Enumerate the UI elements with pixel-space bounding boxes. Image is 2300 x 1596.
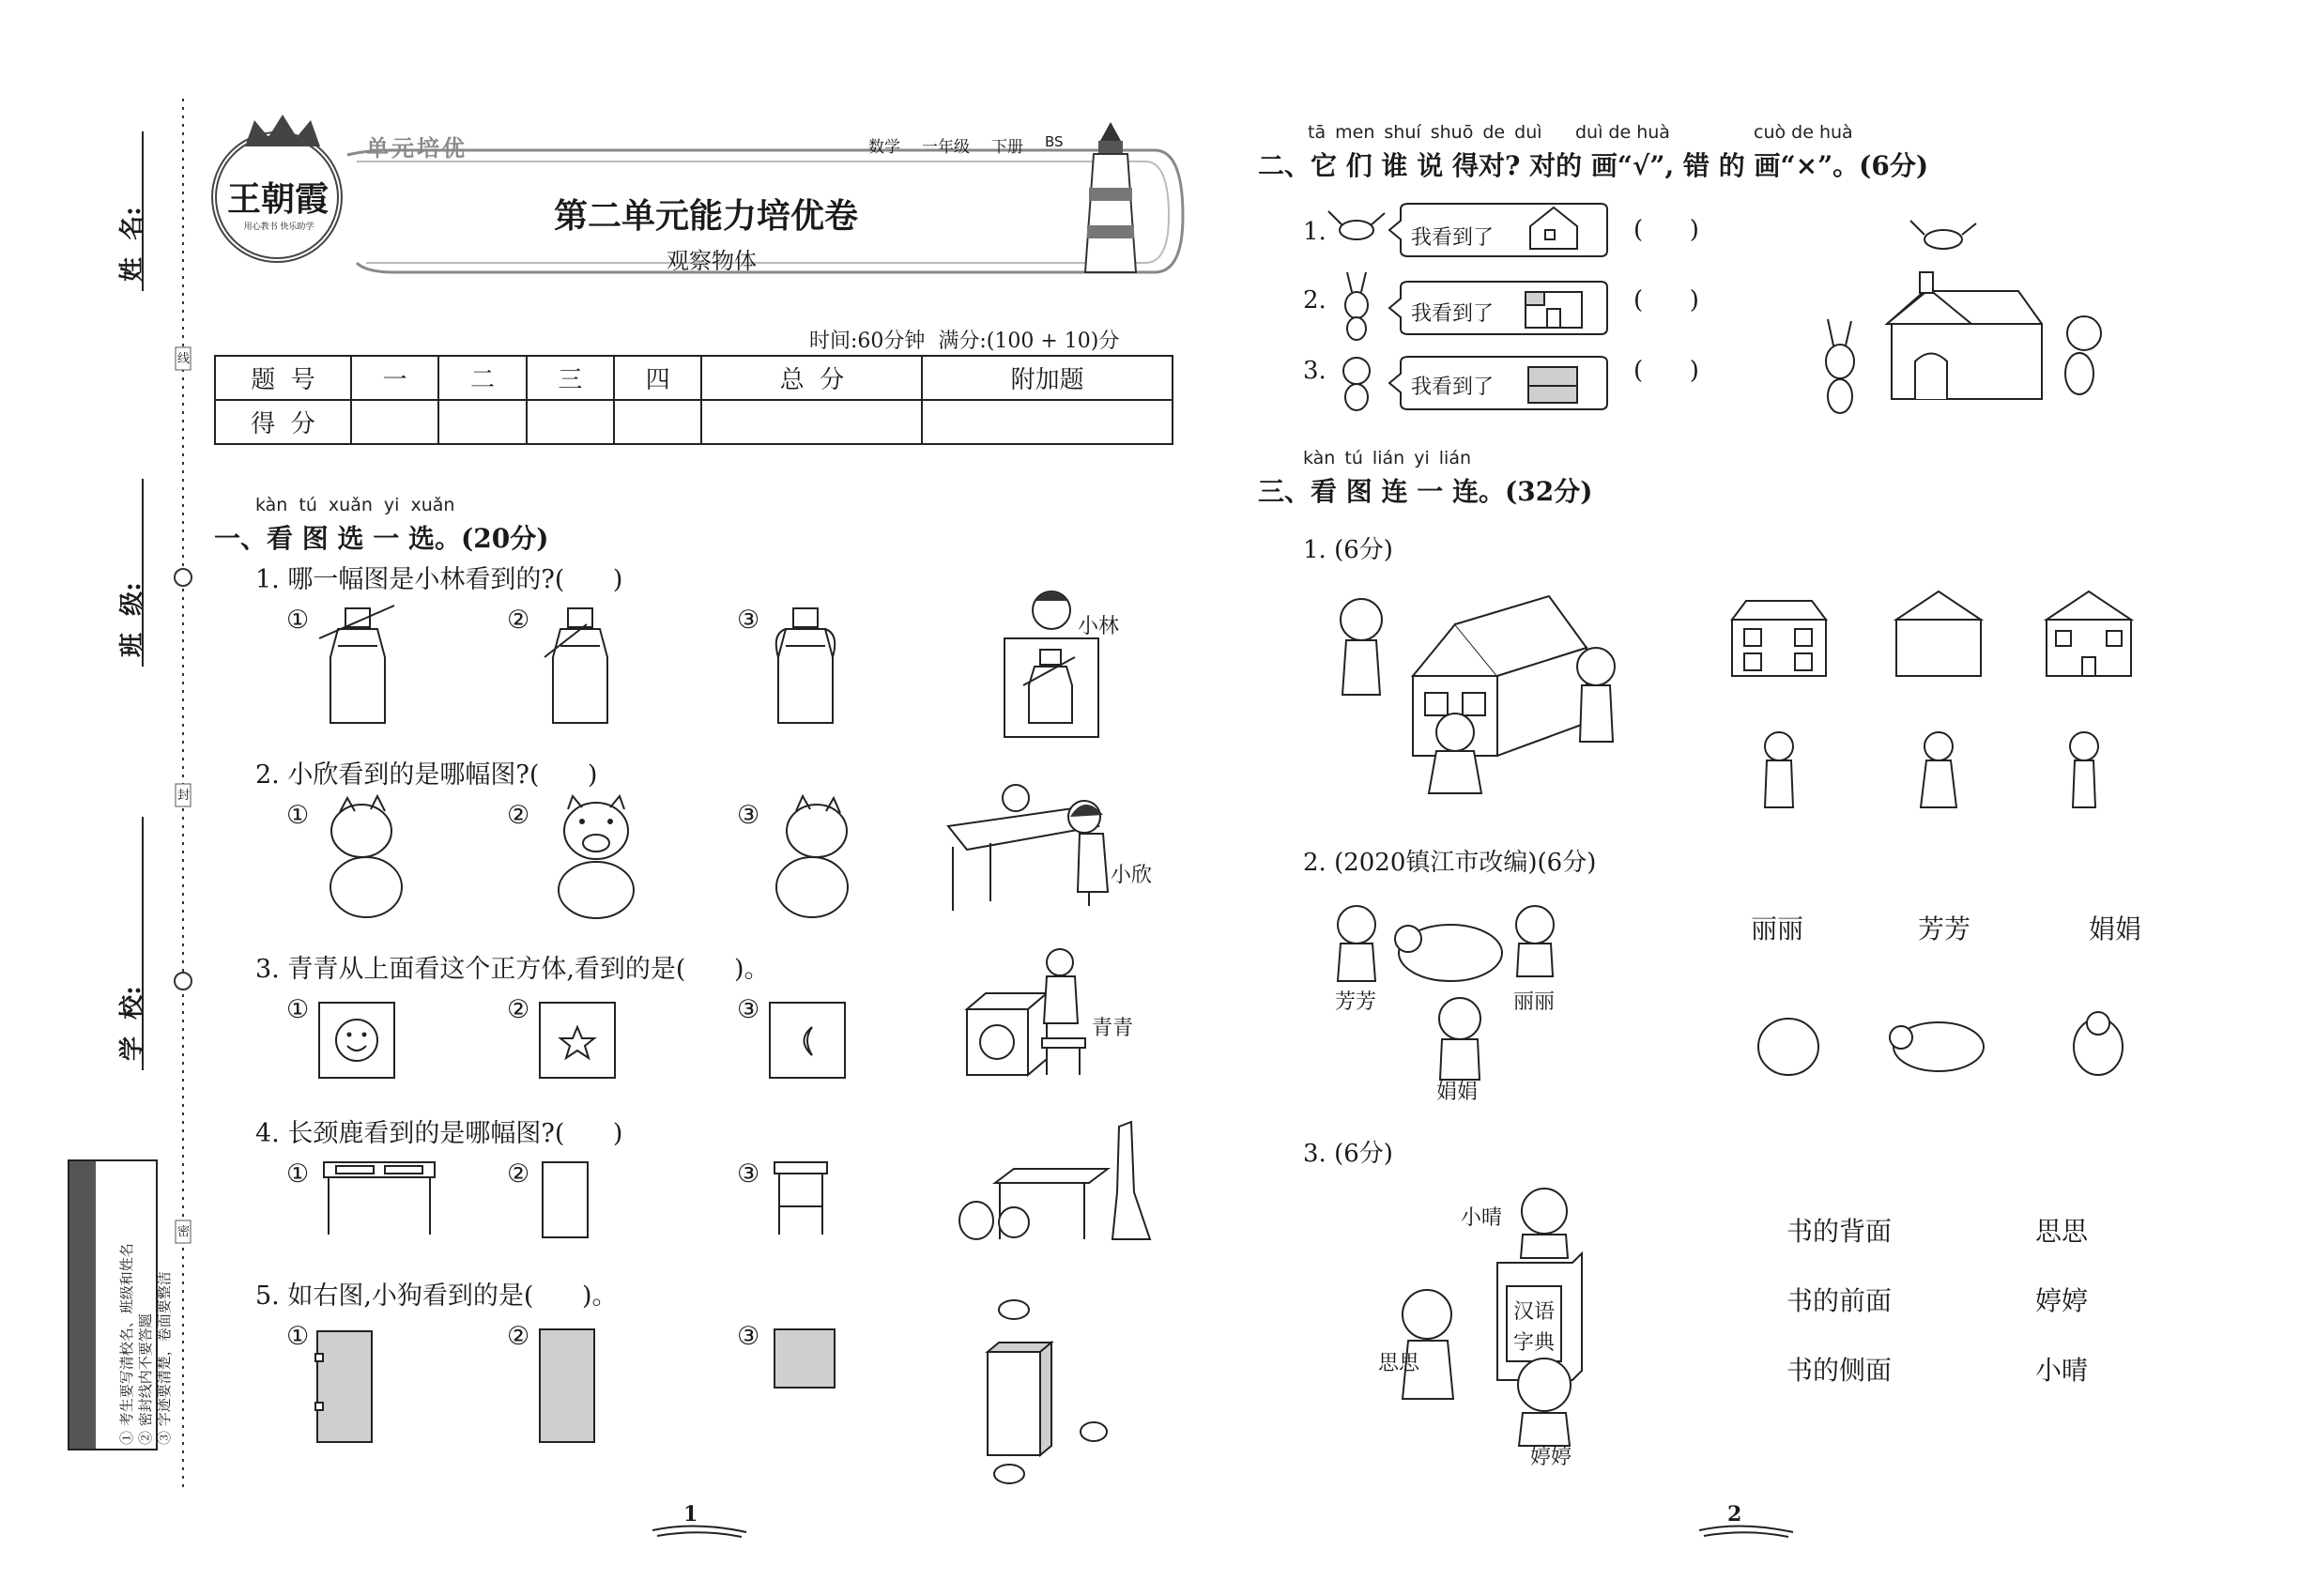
cut-mark-mi: 密 [177, 1225, 191, 1239]
q1-option-3-bottle[interactable] [776, 608, 835, 723]
s3-p2-kid-label-juanjuan: 娟娟 [1436, 1081, 1479, 1104]
s3-part3-label: 3. (6分) [1303, 1140, 1393, 1168]
s3-p1-scene [1341, 596, 1615, 793]
s3-part2-label: 2. (2020镇江市改编)(6分) [1303, 849, 1597, 877]
score-cell-extra: 附加题 [922, 356, 1173, 400]
scene-monkey-icon [2065, 316, 2101, 394]
s3-part1-figures [1314, 582, 2178, 817]
page-title: 第二单元能力培优卷 [554, 196, 859, 236]
q1-option-2-bottle[interactable] [544, 608, 607, 723]
q1-text: 1. 哪一幅图是小林看到的?( ) [255, 565, 623, 594]
q2-person-label: 小欣 [1111, 864, 1153, 887]
s3-p3-view-back[interactable]: 书的背面 [1786, 1216, 1893, 1247]
q1-option-mark-3: ③ [737, 606, 760, 635]
meta-volume: 下册 [991, 138, 1023, 157]
section2-title: 二、它 们 谁 说 得对? 对的 画“√”, 错 的 画“×”。(6分) [1258, 150, 1929, 181]
q2-option-2-pig-front[interactable] [559, 796, 634, 918]
notice-box [68, 1159, 173, 1450]
brand-sub: 用心教书 快乐助学 [243, 223, 314, 232]
score-input-1[interactable] [351, 400, 438, 444]
q1-option-1-bottle[interactable] [319, 606, 394, 723]
q2-option-mark-1: ① [286, 801, 310, 830]
section3-title: 三、看 图 连 一 连。(32分) [1258, 476, 1593, 507]
meta-subject: 数学 [868, 138, 900, 157]
s3-p2-name-lili[interactable]: 丽丽 [1751, 913, 1804, 944]
q5-option-1-cabinet-side[interactable] [315, 1331, 372, 1442]
section2-pinyin-a: tā men shuí shuō de duì [1308, 122, 1542, 143]
q3-scene [967, 949, 1085, 1075]
q4-option-mark-1: ① [286, 1159, 310, 1189]
house-icon [1887, 272, 2042, 399]
section3-pinyin: kàn tú lián yi lián [1303, 448, 1472, 468]
flying-bird-icon [1910, 221, 1976, 249]
s3-p3-kid-left [1403, 1290, 1453, 1399]
s3-p3-name-tingting[interactable]: 婷婷 [2035, 1285, 2089, 1316]
binding-strip [0, 0, 191, 1596]
q5-figures [282, 1296, 1220, 1483]
notice-title: 注意事项 [95, 1380, 112, 1445]
s2-item-2-num: 2. [1303, 286, 1326, 315]
q3-option-1-smile-face[interactable] [319, 1003, 394, 1078]
score-cell-4: 四 [614, 356, 701, 400]
s3-part1-label: 1. (6分) [1303, 536, 1393, 564]
brand-name: 王朝霞 [226, 179, 329, 219]
q2-option-mark-2: ② [507, 801, 530, 830]
s3-p3-view-side[interactable]: 书的侧面 [1786, 1355, 1893, 1386]
q4-figures [282, 1117, 1220, 1267]
s3-p1-kid-3[interactable] [2070, 732, 2098, 807]
s3-p3-kid-bottom [1518, 1358, 1571, 1446]
score-table-score-row [215, 400, 1173, 444]
meta-grade: 一年级 [922, 138, 970, 157]
score-input-3[interactable] [527, 400, 614, 444]
s3-p2-name-juanjuan[interactable]: 娟娟 [2089, 913, 2142, 944]
q3-figures [282, 948, 1220, 1080]
page-number-2-swoosh [1694, 1521, 1798, 1540]
section2-pinyin-c: cuò de huà [1754, 122, 1853, 143]
s3-p1-kid-2[interactable] [1921, 732, 1956, 807]
s2-view-3-house-side [1528, 367, 1577, 403]
s3-p3-kid-label-xiaoqing: 小晴 [1461, 1206, 1503, 1230]
q5-option-mark-2: ② [507, 1322, 530, 1351]
q4-option-1-table-front[interactable] [324, 1162, 435, 1235]
q3-text: 3. 青青从上面看这个正方体,看到的是( )。 [255, 955, 770, 984]
q2-scene [282, 785, 1108, 911]
q2-option-1-pig-side[interactable] [330, 796, 402, 917]
s2-item-3-num: 3. [1303, 357, 1326, 385]
score-row-label: 得 分 [215, 400, 351, 444]
q5-scene [988, 1300, 1107, 1483]
s2-view-2-house-front [1526, 292, 1582, 328]
q3-option-mark-3: ③ [737, 995, 760, 1024]
q2-text: 2. 小欣看到的是哪幅图?( ) [255, 760, 598, 790]
q5-option-2-cabinet-front[interactable] [540, 1329, 594, 1442]
score-cell-label: 题 号 [215, 356, 351, 400]
time-info: 时间:60分钟 满分:(100 + 10)分 [809, 330, 1120, 353]
page-number-1-swoosh [648, 1521, 751, 1540]
s3-p3-book-text-1: 汉语 [1513, 1300, 1556, 1324]
rabbit-icon [1345, 272, 1368, 340]
s3-p2-sheep-front[interactable] [2074, 1012, 2123, 1075]
page-number-2: 2 [1727, 1502, 1742, 1527]
q1-option-mark-2: ② [507, 606, 530, 635]
q5-option-mark-1: ① [286, 1322, 310, 1351]
s2-item-1-answer[interactable]: ( ) [1633, 216, 1699, 244]
score-cell-1: 一 [351, 356, 438, 400]
meta-edition: BS [1045, 133, 1064, 150]
q3-option-3-moon-face[interactable] [770, 1003, 845, 1078]
monkey-icon [1343, 358, 1370, 410]
q4-option-2-table-side[interactable] [543, 1162, 588, 1237]
s3-p2-sheep-back[interactable] [1758, 1019, 1818, 1075]
q5-text: 5. 如右图,小狗看到的是( )。 [255, 1281, 618, 1311]
notice-item-2: ② 密封线内不要答题 [137, 1313, 154, 1445]
score-cell-3: 三 [527, 356, 614, 400]
name-label: 姓 名: [118, 207, 146, 282]
s3-p3-book-text-2: 字典 [1513, 1331, 1556, 1355]
s3-p3-view-front[interactable]: 书的前面 [1786, 1285, 1893, 1316]
s3-p3-kid-label-tingting: 婷婷 [1530, 1446, 1572, 1469]
s3-p3-name-sisi[interactable]: 思思 [2035, 1216, 2089, 1247]
q1-option-mark-1: ① [286, 606, 310, 635]
q5-option-3-cabinet-top[interactable] [774, 1329, 835, 1388]
cut-mark-feng: 封 [177, 789, 191, 803]
q3-option-mark-2: ② [507, 995, 530, 1024]
s2-item-1-num: 1. [1303, 218, 1326, 246]
s3-p2-kid-label-fangfang: 芳芳 [1335, 990, 1377, 1014]
s3-p1-view-b-plain-gable[interactable] [1896, 591, 1981, 676]
q5-option-mark-3: ③ [737, 1322, 760, 1351]
s3-p2-sheep-side[interactable] [1890, 1022, 1984, 1071]
q3-person-label: 青青 [1092, 1017, 1134, 1040]
notice-item-3: ③ 字迹要清楚，卷面要整洁 [156, 1271, 173, 1445]
page-number-1: 1 [683, 1502, 698, 1527]
q4-option-mark-3: ③ [737, 1159, 760, 1189]
s3-p1-view-c-gable-door[interactable] [2047, 591, 2131, 676]
q2-option-3-pig-back[interactable] [776, 796, 848, 917]
q2-option-mark-3: ③ [737, 801, 760, 830]
section2-pinyin-b: duì de huà [1575, 122, 1670, 143]
notice-item-1: ① 考生要写清校名、班级和姓名 [118, 1243, 135, 1445]
s2-house-scene [1802, 216, 2112, 432]
score-cell-total: 总 分 [701, 356, 922, 400]
score-table-header-row [215, 356, 1173, 400]
header [207, 113, 1192, 291]
q4-text: 4. 长颈鹿看到的是哪幅图?( ) [255, 1119, 623, 1148]
s3-p1-kid-1[interactable] [1765, 732, 1793, 807]
q4-scene [959, 1122, 1150, 1239]
score-input-4[interactable] [614, 400, 701, 444]
brand-logo [211, 131, 343, 263]
q3-option-2-star-face[interactable] [540, 1003, 615, 1078]
bird-icon [1328, 211, 1385, 239]
s2-item-2-speech: 我看到了 [1411, 302, 1495, 326]
s2-item-3-speech: 我看到了 [1411, 376, 1495, 399]
s3-p1-view-a-front-windows[interactable] [1732, 601, 1826, 676]
s3-p3-kid-top [1521, 1189, 1568, 1258]
score-cell-2: 二 [438, 356, 526, 400]
class-label: 班 级: [118, 582, 146, 657]
q3-option-mark-1: ① [286, 995, 310, 1024]
q4-option-3-table-end[interactable] [774, 1162, 827, 1235]
school-label: 学 校: [118, 986, 146, 1061]
score-input-extra[interactable] [922, 400, 1173, 444]
section1-title: 一、看 图 选 一 选。(20分) [214, 523, 549, 554]
s3-p3-kid-label-sisi: 思思 [1378, 1352, 1420, 1375]
q4-option-mark-2: ② [507, 1159, 530, 1189]
score-input-total[interactable] [701, 400, 922, 444]
series-label: 单元培优 [366, 135, 468, 161]
section1-pinyin: kàn tú xuǎn yi xuǎn [255, 495, 455, 515]
q2-figures [282, 789, 1220, 920]
cut-mark-xian: 线 [177, 352, 191, 366]
s2-item-1-speech: 我看到了 [1411, 226, 1495, 250]
crown-icon [217, 111, 348, 148]
s3-p2-name-fangfang[interactable]: 芳芳 [1918, 913, 1971, 944]
s2-item-2-answer[interactable]: ( ) [1633, 286, 1699, 315]
s2-item-3-answer[interactable]: ( ) [1633, 357, 1699, 385]
scene-rabbit-icon [1826, 319, 1854, 413]
lighthouse-icon [1085, 122, 1136, 272]
score-input-2[interactable] [438, 400, 526, 444]
q1-person-label: 小林 [1078, 615, 1120, 638]
notice-title-band [69, 1161, 96, 1449]
s3-p3-name-xiaoqing[interactable]: 小晴 [2035, 1355, 2089, 1386]
s3-p2-kid-label-lili: 丽丽 [1513, 990, 1556, 1014]
score-table [214, 355, 1173, 445]
page-subtitle: 观察物体 [667, 248, 757, 274]
